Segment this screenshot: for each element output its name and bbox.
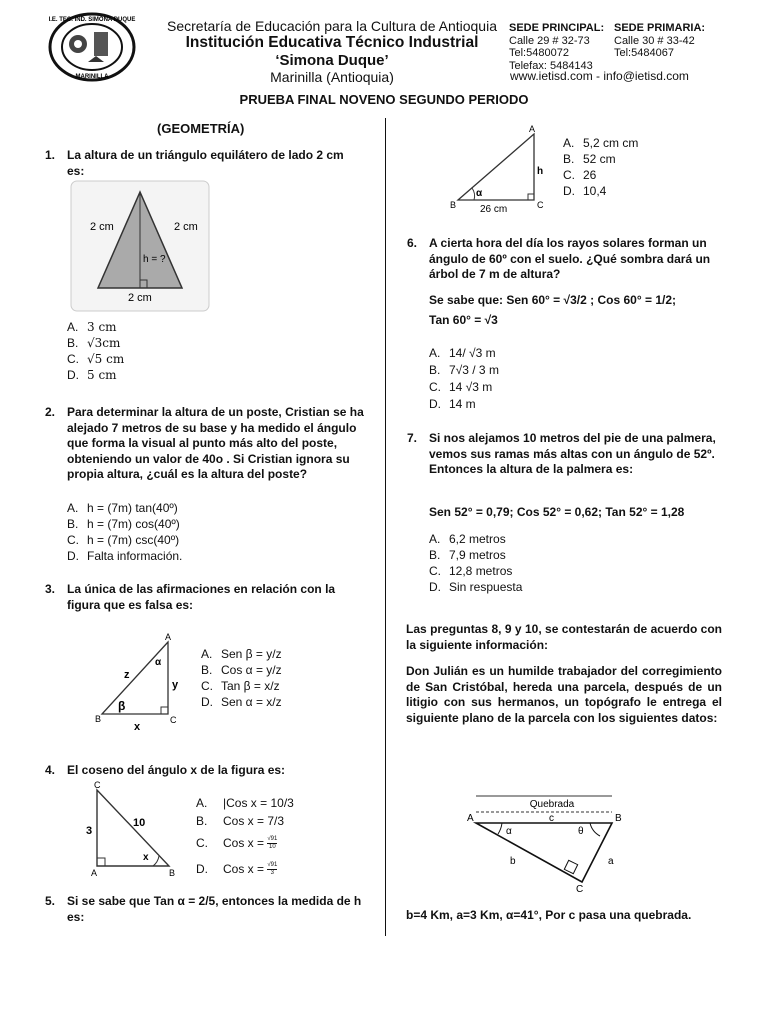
q2-options	[67, 500, 182, 564]
question-2: 2. Para determinar la altura de un poste, Cristian se ha alejado 7 metros de su base y ha medido el ángulo que forma la visual al punto más alto del poste, obteniendo un valor de 40o . Si Cristian ignora su propia altura, ¿cuál es la altura del poste?	[45, 405, 364, 481]
svg-text:b: b	[510, 856, 516, 867]
q2-option-d[interactable]: D. Falta información.	[67, 549, 183, 563]
q7-given: Sen 52° = 0,79; Cos 52° = 0,62; Tan 52° = 1,28	[429, 505, 685, 519]
info-data: b=4 Km, a=3 Km, α=41°, Por c pasa una quebrada.	[406, 908, 692, 922]
svg-text:C: C	[576, 884, 584, 895]
svg-text:x: x	[143, 852, 149, 863]
svg-text:C: C	[537, 200, 544, 210]
q6-option-c[interactable]: C. 14 √3 m	[429, 380, 493, 394]
svg-text:2 cm: 2 cm	[128, 292, 152, 304]
sede-principal-fax: Telefax: 5484143	[509, 59, 593, 72]
q1-figure	[70, 180, 210, 312]
question-4: 4. El coseno del ángulo x de la figura es:	[45, 763, 286, 777]
q7-options	[429, 531, 522, 595]
q3-option-d[interactable]: D. Sen α = x/z	[201, 695, 282, 709]
svg-text:h = ?: h = ?	[143, 254, 166, 265]
header-web: www.ietisd.com - info@ietisd.com	[510, 69, 689, 83]
svg-text:B: B	[169, 868, 176, 878]
svg-text:α: α	[155, 657, 162, 668]
svg-text:c: c	[549, 813, 554, 824]
q4-option-d[interactable]: D. Cos x = $\frac{√91}{3}$	[196, 861, 278, 876]
svg-text:α: α	[506, 826, 512, 837]
info-intro: Las preguntas 8, 9 y 10, se contestarán de acuerdo con la siguiente información:	[406, 622, 722, 652]
svg-text:26 cm: 26 cm	[480, 204, 508, 215]
q1-option-b[interactable]: B. √3cm	[67, 336, 121, 350]
q4-options	[196, 794, 294, 882]
q4-option-c[interactable]: C. Cos x = $\frac{√91}{10}$	[196, 835, 278, 850]
info-story: Don Julián es un humilde trabajador del corregimiento de San Cristóbal, hereda una parcela, después de un litigio con sus hermanos, un topógrafo le entrega el siguiente plano de la parcela con los siguientes datos:	[406, 664, 722, 725]
header-institution: Institución Educativa Técnico Industrial	[185, 34, 479, 51]
q5-option-b[interactable]: B. 52 cm	[563, 152, 616, 166]
q3-option-c[interactable]: C. Tan β = x/z	[201, 679, 280, 693]
question-1: 1. La altura de un triángulo equilátero de lado 2 cm es:	[45, 148, 344, 178]
svg-text:z: z	[124, 669, 130, 681]
svg-text:Quebrada: Quebrada	[529, 799, 575, 810]
q1-options	[67, 319, 124, 383]
svg-text:B: B	[450, 200, 457, 210]
q7-option-d[interactable]: D. Sin respuesta	[429, 580, 523, 594]
q2-option-b[interactable]: B. h = (7m) cos(40º)	[67, 517, 180, 531]
svg-text:β: β	[118, 699, 126, 713]
svg-text:10: 10	[133, 817, 146, 829]
q3-options	[201, 646, 282, 710]
q5-options	[563, 135, 638, 199]
q4-figure	[83, 778, 183, 878]
q5-figure	[448, 122, 558, 217]
q3-option-b[interactable]: B. Cos α = y/z	[201, 663, 282, 677]
q6-options	[429, 345, 499, 413]
svg-text:θ: θ	[578, 826, 584, 837]
svg-text:A: A	[529, 124, 536, 134]
sede-primaria-tel: Tel:5484067	[614, 47, 674, 59]
q4-option-b[interactable]: B. Cos x = 7/3	[196, 814, 285, 828]
q5-option-d[interactable]: D. 10,4	[563, 184, 607, 198]
question-3: 3. La única de las afirmaciones en relación con la figura que es falsa es:	[45, 582, 336, 612]
seal-text: I.E. TEC. IND. SIMONA DUQUE	[48, 17, 136, 23]
svg-text:x: x	[134, 721, 141, 733]
q1-option-d[interactable]: D. 5 cm	[67, 368, 117, 382]
sede-primaria-label: SEDE PRIMARIA:	[614, 22, 706, 34]
svg-text:2 cm: 2 cm	[90, 221, 114, 233]
q6-option-d[interactable]: D. 14 m	[429, 397, 476, 411]
parcel-plan-figure	[462, 790, 632, 895]
q4-option-a[interactable]: A. |Cos x = 10/3	[196, 796, 294, 810]
svg-text:α: α	[476, 188, 483, 199]
q3-option-a[interactable]: A. Sen β = y/z	[201, 647, 282, 661]
q6-option-a[interactable]: A. 14/ √3 m	[429, 346, 496, 360]
sede-principal-tel: Tel:5480072	[509, 47, 569, 59]
svg-text:A: A	[467, 813, 474, 824]
sede-primaria-address: Calle 30 # 33-42	[614, 34, 695, 47]
question-5: 5. Si se sabe que Tan α = 2/5, entonces la medida de h es:	[45, 894, 362, 924]
q7-option-c[interactable]: C. 12,8 metros	[429, 564, 513, 578]
svg-text:MARINILLA: MARINILLA	[75, 74, 109, 80]
sede-principal-address: Calle 29 # 32-73	[509, 34, 590, 47]
q7-option-a[interactable]: A. 6,2 metros	[429, 532, 506, 546]
q3-figure	[92, 630, 192, 735]
svg-text:A: A	[165, 632, 172, 642]
svg-text:C: C	[94, 780, 101, 790]
q1-option-a[interactable]: A. 3 cm	[67, 320, 117, 334]
header-school-name: ‘Simona Duque’	[275, 52, 389, 69]
q7-option-b[interactable]: B. 7,9 metros	[429, 548, 506, 562]
exam-title: PRUEBA FINAL NOVENO SEGUNDO PERIODO	[239, 92, 529, 107]
q5-option-c[interactable]: C. 26	[563, 168, 597, 182]
svg-text:a: a	[608, 856, 614, 867]
svg-text:A: A	[91, 868, 98, 878]
q2-option-a[interactable]: A. h = (7m) tan(40º)	[67, 501, 178, 515]
svg-text:B: B	[95, 714, 102, 724]
header-line1: Secretaría de Educación para la Cultura de Antioquia	[167, 18, 497, 34]
question-7: 7. Si nos alejamos 10 metros del pie de una palmera, vemos sus ramas más altas con un ángulo de 52º. Entonces la altura de la palmera es:	[407, 431, 716, 476]
school-seal	[48, 12, 136, 82]
q1-option-c[interactable]: C. √5 cm	[67, 352, 125, 366]
question-6: 6. A cierta hora del día los rayos solares forman un ángulo de 60º con el suelo. ¿Qué sombra dará un árbol de 7 m de altura?	[407, 236, 711, 281]
svg-text:h: h	[537, 166, 544, 177]
svg-text:2 cm: 2 cm	[174, 221, 198, 233]
q6-sqrt3-over-2: √3/2	[563, 293, 587, 307]
q6-option-b[interactable]: B. 7√3 / 3 m	[429, 363, 499, 377]
svg-text:B: B	[615, 813, 622, 824]
exam-subtitle: (GEOMETRÍA)	[157, 121, 245, 136]
svg-text:3: 3	[86, 825, 93, 837]
q2-option-c[interactable]: C. h = (7m) csc(40º)	[67, 533, 180, 547]
q6-given: Se sabe que: Sen 60° = √3/2 ; Cos 60° = 1/2; Tan 60° = √3	[429, 293, 677, 327]
svg-text:C: C	[170, 715, 177, 725]
header-city: Marinilla (Antioquia)	[270, 69, 394, 85]
column-divider	[385, 118, 386, 936]
sede-principal-label: SEDE PRINCIPAL:	[509, 22, 605, 34]
q5-option-a[interactable]: A. 5,2 cm cm	[563, 136, 639, 150]
svg-text:y: y	[172, 679, 179, 691]
